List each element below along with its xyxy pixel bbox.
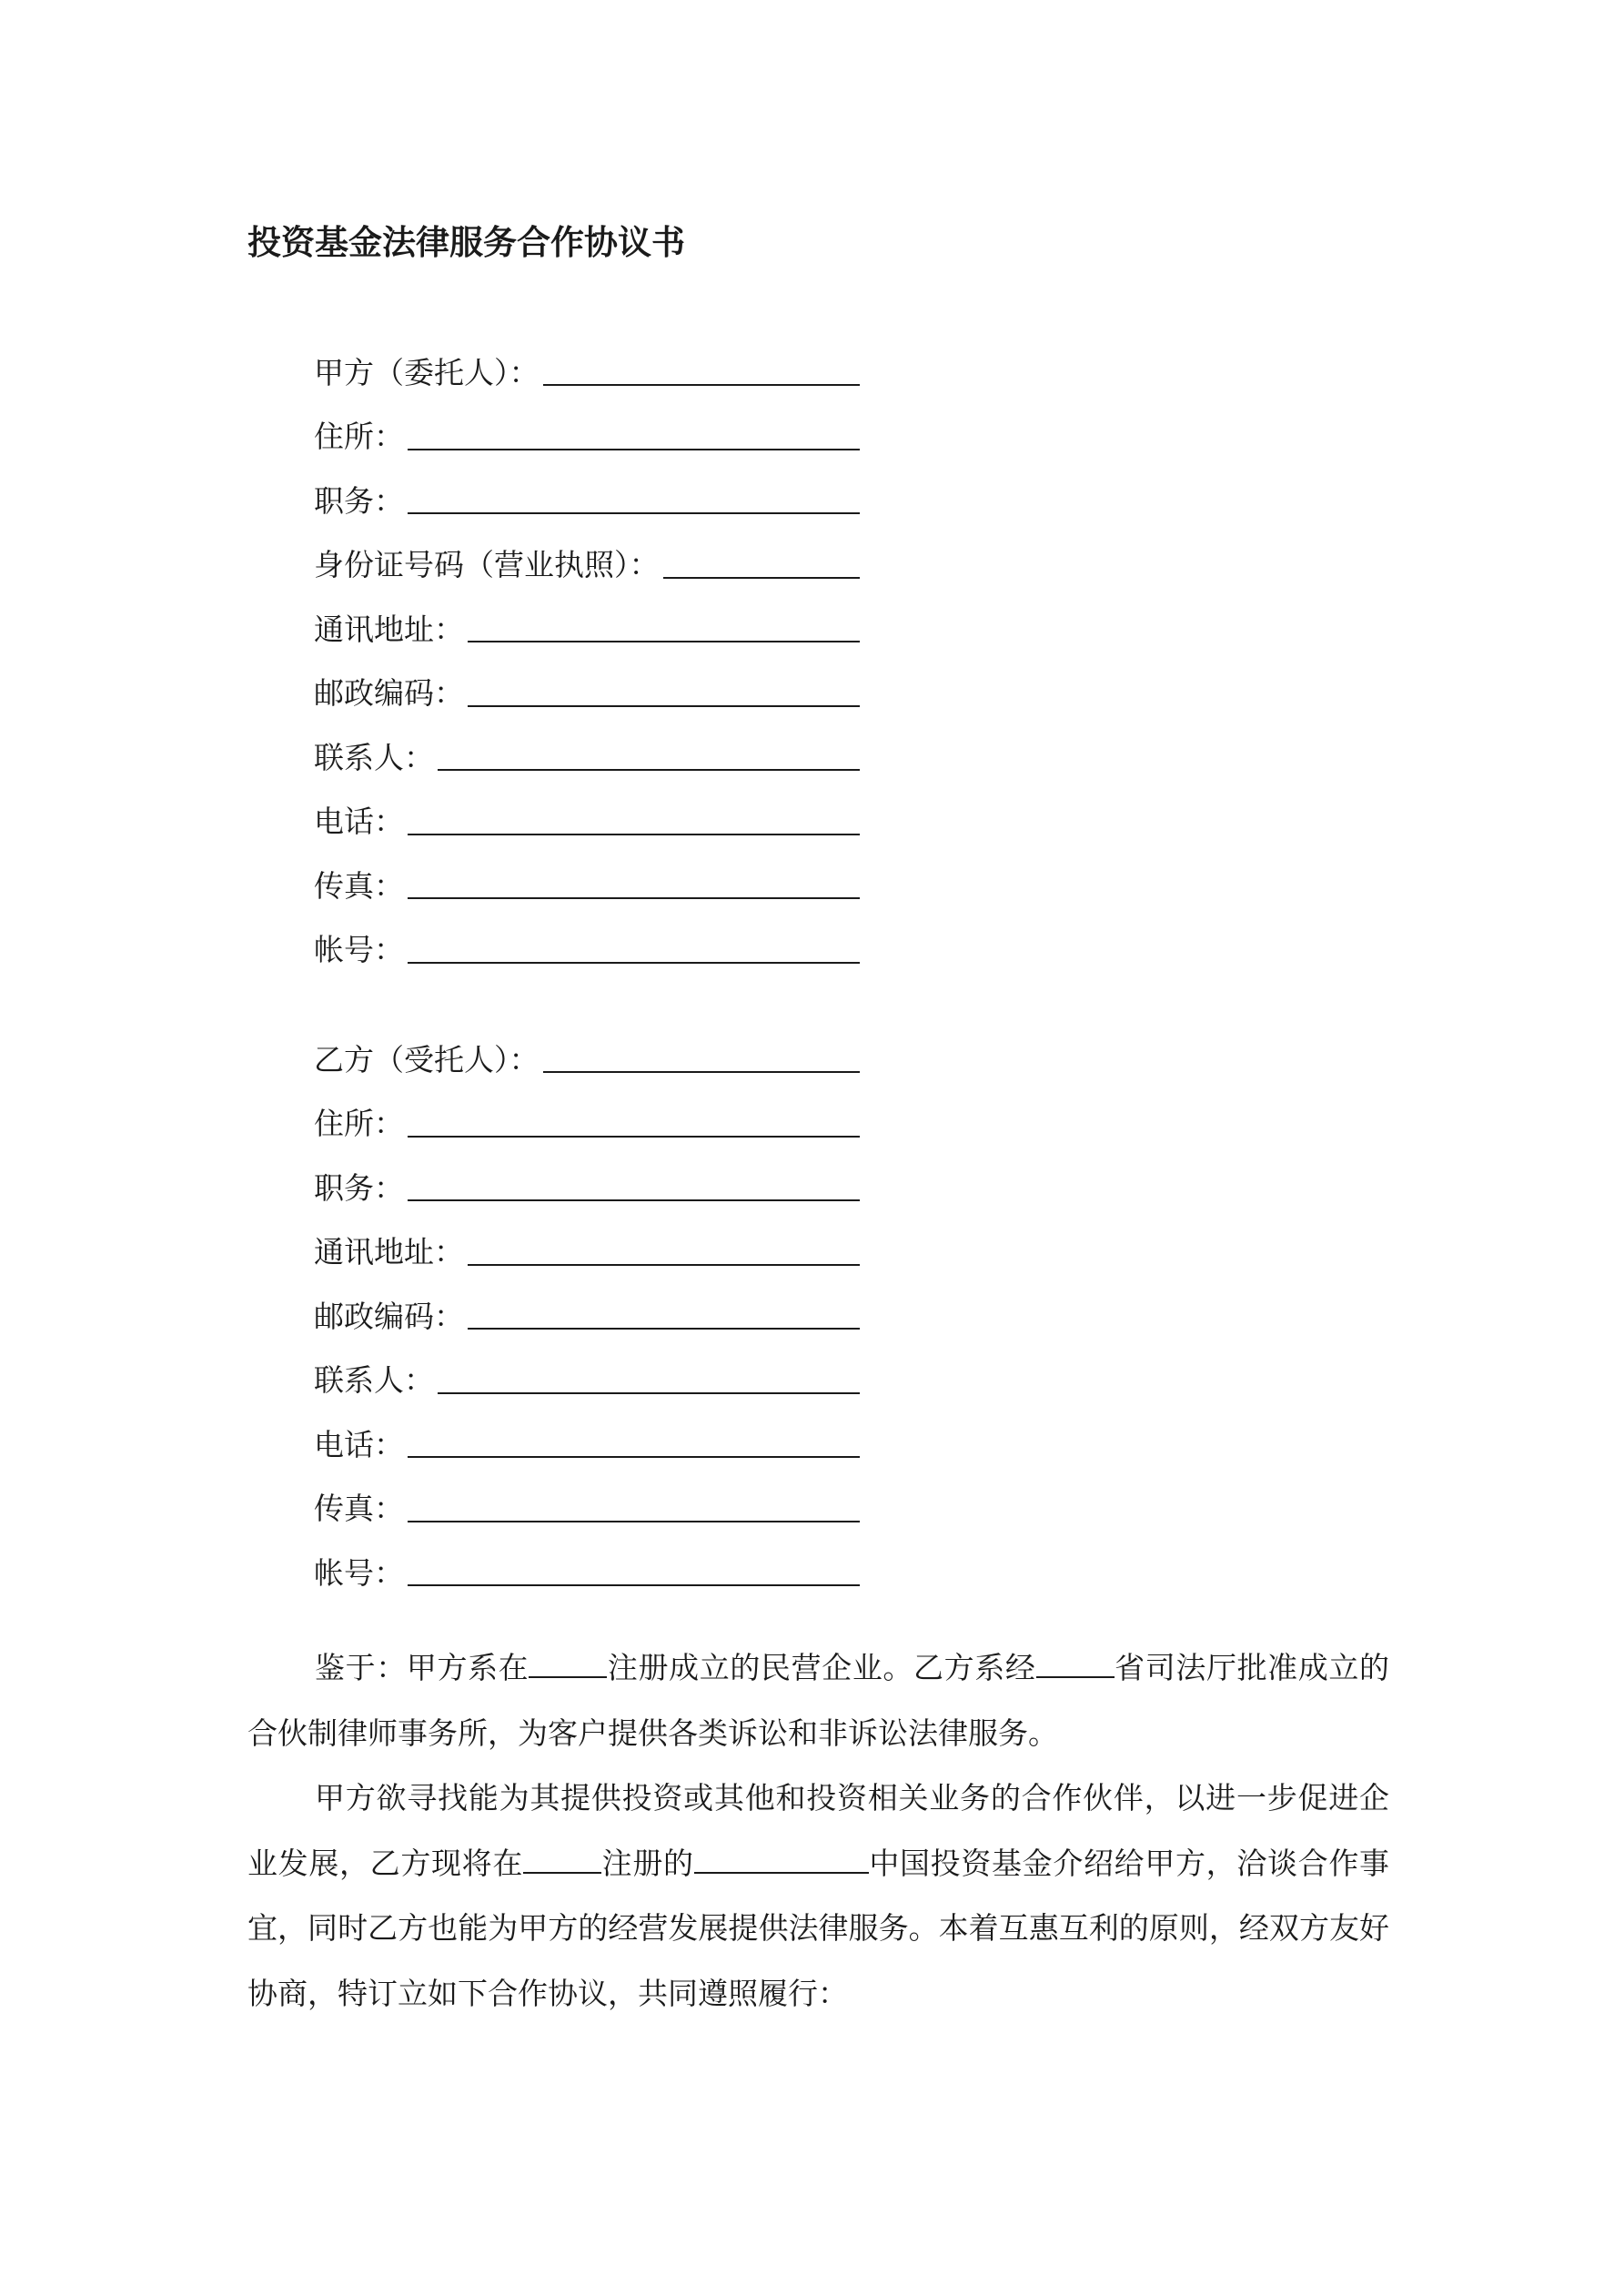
fill-in-line	[408, 1456, 860, 1458]
party-a-account-field	[314, 916, 860, 981]
field-label: 联系人：	[314, 1362, 434, 1399]
party-a-mailing-address-field	[314, 595, 860, 660]
field-label: 身份证号码（营业执照）：	[314, 547, 660, 583]
field-label: 传真：	[314, 867, 404, 904]
field-label: 传真：	[314, 1491, 404, 1527]
field-label: 乙方（受托人）：	[314, 1041, 540, 1077]
party-b-account-field	[314, 1539, 860, 1603]
fill-in-blank	[523, 1845, 601, 1874]
party-a-fields	[314, 339, 860, 980]
purpose-paragraph	[247, 1765, 1389, 2026]
field-label: 职务：	[314, 1169, 404, 1206]
field-label: 通讯地址：	[314, 1234, 464, 1270]
party-a-position-field	[314, 467, 860, 531]
field-label: 邮政编码：	[314, 675, 464, 712]
paragraph-text: 注册的	[601, 1845, 694, 1881]
field-label: 联系人：	[314, 739, 434, 775]
fill-in-line	[438, 769, 860, 771]
fill-in-line	[543, 384, 861, 386]
fill-in-blank	[1036, 1649, 1115, 1678]
fill-in-line	[543, 1071, 861, 1073]
fill-in-line	[408, 1584, 860, 1586]
field-label: 邮政编码：	[314, 1298, 464, 1334]
fill-in-line	[408, 512, 860, 514]
document-title: 投资基金法律服务合作协议书	[247, 222, 685, 262]
party-b-phone-field	[314, 1411, 860, 1475]
fill-in-line	[408, 834, 860, 835]
fill-in-line	[468, 1328, 860, 1330]
field-label: 帐号：	[314, 1554, 404, 1591]
fill-in-line	[408, 962, 860, 964]
party-a-contact-field	[314, 723, 860, 788]
fill-in-line	[408, 897, 860, 899]
party-b-position-field	[314, 1154, 860, 1219]
party-b-contact-field	[314, 1347, 860, 1411]
fill-in-line	[663, 577, 861, 579]
fill-in-line	[468, 1264, 860, 1266]
fill-in-line	[408, 1199, 860, 1201]
paragraph-text: 中国投资基金介绍给甲方，洽谈合作事宜，同时乙方也能为甲方的经营发展提供法律服务。本着互惠互利的原则，经双方友好协商，特订立如下合作协议，共同遵照履行：	[247, 1845, 1390, 2011]
recital-paragraph	[247, 1635, 1389, 1765]
party-b-name-field	[314, 1026, 860, 1090]
paragraph-text: 甲方欲寻找能为其提供投资或其他和投资相关业务的合作伙伴，以进一步促进企业发展，乙方现将在	[247, 1780, 1389, 1881]
party-b-fax-field	[314, 1475, 860, 1540]
fill-in-line	[468, 641, 860, 642]
party-b-mailing-address-field	[314, 1219, 860, 1283]
field-label: 帐号：	[314, 932, 404, 968]
field-label: 职务：	[314, 482, 404, 519]
fill-in-line	[408, 449, 860, 450]
field-label: 通讯地址：	[314, 611, 464, 647]
party-b-fields	[314, 1026, 860, 1603]
field-label: 甲方（委托人）：	[314, 354, 540, 390]
party-a-phone-field	[314, 788, 860, 853]
field-label: 住所：	[314, 419, 404, 455]
party-a-fax-field	[314, 852, 860, 916]
field-label: 住所：	[314, 1106, 404, 1142]
paragraph-text: 鉴于：甲方系在	[315, 1650, 530, 1685]
party-a-address-field	[314, 403, 860, 468]
paragraph-text: 注册成立的民营企业。乙方系经	[607, 1650, 1036, 1685]
field-label: 电话：	[314, 1426, 404, 1462]
fill-in-blank	[529, 1649, 607, 1678]
paragraph-text: 省司法厅批准成立的合伙制律师事务所，为客户提供各类诉讼和非诉讼法律服务。	[247, 1650, 1390, 1751]
fill-in-line	[408, 1521, 860, 1522]
party-b-address-field	[314, 1090, 860, 1155]
party-a-id-number-field	[314, 531, 860, 596]
field-label: 电话：	[314, 804, 404, 840]
fill-in-line	[438, 1392, 860, 1394]
fill-in-line	[408, 1136, 860, 1138]
party-a-postal-code-field	[314, 660, 860, 724]
party-b-postal-code-field	[314, 1282, 860, 1347]
fill-in-line	[468, 705, 860, 707]
party-a-name-field	[314, 339, 860, 403]
fill-in-blank	[694, 1845, 869, 1874]
